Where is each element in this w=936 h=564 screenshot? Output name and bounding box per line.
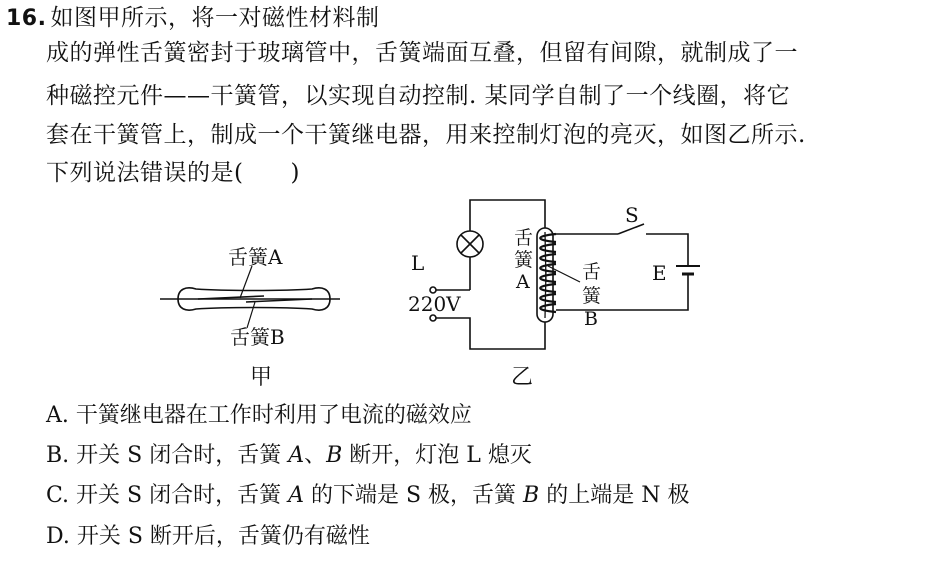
option-b-text-3: 断开，灯泡 L 熄灭: [342, 443, 532, 468]
label-reed-a-yi-3: A: [516, 271, 530, 293]
stem-line-3: 种磁控元件——干簧管，以实现自动控制. 某同学自制了一个线圈，将它: [46, 83, 791, 109]
label-voltage: 220V: [408, 292, 461, 316]
option-a-text: 干簧继电器在工作时利用了电流的磁效应: [75, 403, 472, 428]
stem-line-2: 成的弹性舌簧密封于玻璃管中，舌簧端面互叠，但留有间隙，就制成了一: [46, 40, 798, 66]
option-d-prefix: D.: [46, 524, 77, 549]
label-reed-b-jia: 舌簧B: [230, 325, 285, 349]
caption-yi: 乙: [511, 365, 534, 390]
option-a-prefix: A.: [46, 403, 76, 428]
label-battery: E: [652, 261, 667, 285]
option-b-var-b: B: [326, 443, 343, 468]
label-lamp: L: [411, 251, 425, 275]
stem-line-5: 下列说法错误的是( ): [46, 160, 300, 186]
pointer-a: [240, 266, 252, 298]
option-c-prefix: C.: [46, 483, 77, 508]
stem-line-4: 套在干簧管上，制成一个干簧继电器，用来控制灯泡的亮灭，如图乙所示.: [46, 122, 806, 148]
option-b-text-1: 开关 S 闭合时，舌簧: [76, 443, 289, 468]
option-c: [46, 481, 689, 511]
wire-bottom-left: [433, 318, 545, 349]
option-b-prefix: B.: [46, 443, 77, 468]
label-reed-a-yi-1: 舌: [514, 227, 534, 249]
label-switch: S: [625, 203, 639, 227]
option-b: [46, 441, 532, 471]
label-reed-b-yi-3: B: [584, 308, 598, 330]
option-d-text: 开关 S 断开后，舌簧仍有磁性: [76, 524, 370, 549]
label-reed-b-yi-1: 舌: [582, 261, 602, 283]
caption-jia: 甲: [250, 365, 273, 390]
option-c-var-b: B: [523, 483, 540, 508]
stem-text-1: 如图甲所示，将一对磁性材料制: [50, 5, 380, 31]
label-reed-a-yi-2: 簧: [514, 249, 534, 271]
option-c-text-1: 开关 S 闭合时，舌簧: [76, 483, 289, 508]
question-number: 16.: [6, 6, 47, 31]
option-b-text-2: 、: [304, 443, 327, 468]
figure-jia: [160, 266, 340, 328]
option-c-var-a: A: [288, 483, 304, 508]
option-a: [46, 401, 472, 431]
option-d: [46, 522, 370, 552]
label-reed-b-yi-2: 簧: [582, 285, 602, 307]
option-c-text-3: 的上端是 N 极: [539, 483, 690, 508]
label-reed-a-jia: 舌簧A: [228, 245, 283, 269]
option-c-text-2: 的下端是 S 极，舌簧: [304, 483, 524, 508]
option-b-var-a: A: [288, 443, 305, 468]
